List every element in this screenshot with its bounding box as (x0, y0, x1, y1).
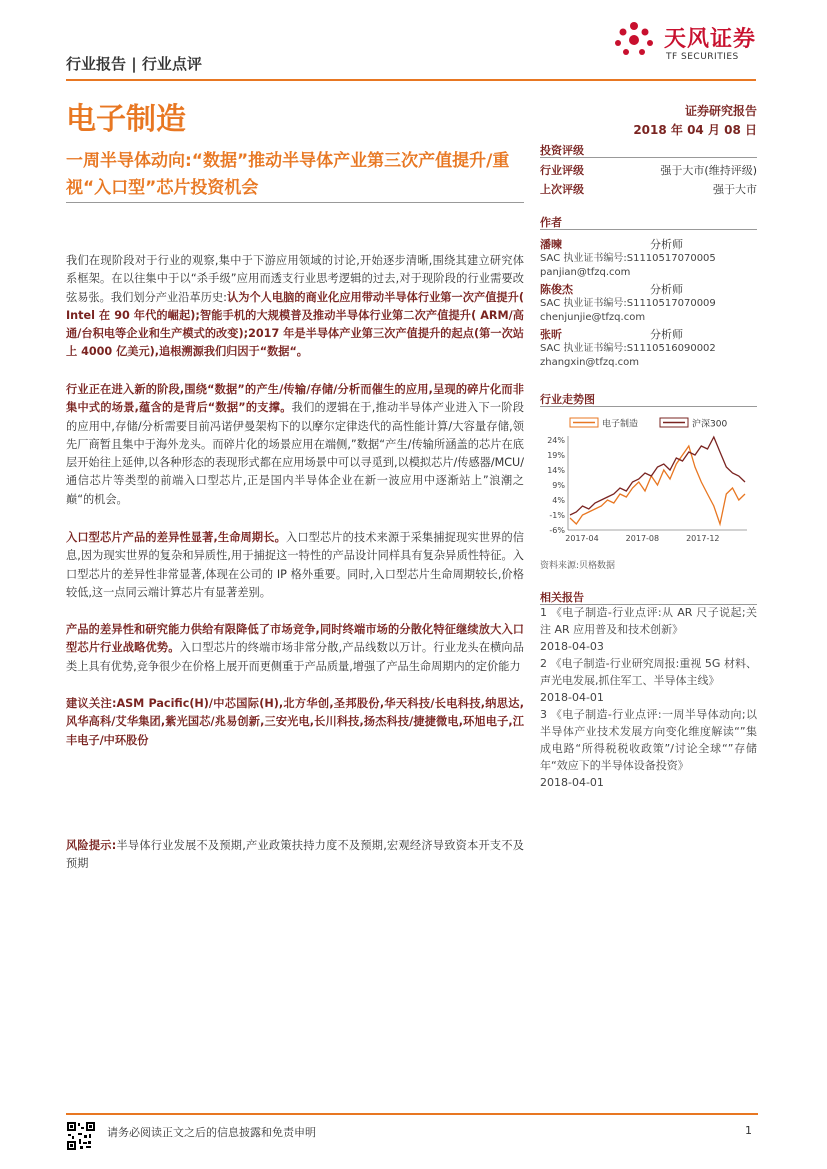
related-title[interactable]: 1 《电子制造-行业点评:从 AR 尺子说起;关注 AR 应用普及和技术创新》 (540, 606, 757, 636)
rating-row (540, 181, 757, 197)
recommendation (66, 695, 524, 750)
author-name: 张昕 (540, 328, 562, 341)
tf-logo-icon (612, 18, 656, 62)
p2-text: 我们的逻辑在于,推动半导体产业进入下一阶段的应用中,存储/分析需要目前冯诺伊曼架构下的以摩尔定律迭代的高性能计算/大容量存储,领先厂商暂且集中于海外龙头。而碎片化的场景应用在端侧,”数据“产生/传输所涵盖的芯片在底层开始往上延伸,以各种形态的表现形式都在应用场景中可以寻觅到,以模拟芯片/传感器/MCU/通信芯片等类型的前端入口型芯片,正是国内半导体企业在新一波应用中逐渐站上”浪潮之巅“的机会。 (66, 401, 525, 506)
paragraph-3 (66, 529, 524, 602)
p4-text: 入口型芯片的终端市场非常分散,产品线数以万计。行业龙头在横向品类上具有优势,竞争很少在价格上展开而更侧重于产品质量,增强了产品生命周期内的定价能力 (66, 641, 524, 673)
legend-label: 电子制造 (602, 419, 639, 430)
author-email[interactable]: zhangxin@tfzq.com (540, 357, 640, 368)
x-tick-label: 2017-04 (565, 534, 599, 543)
x-tick-label: 2017-12 (686, 534, 720, 543)
rating-row (540, 162, 757, 178)
related-title[interactable]: 3 《电子制造-行业点评:一周半导体动向;以半导体产业技术发展方向变化维度解读“”集成电路“所得税税收政策”/讨论全球“”存储年“效应下的半导体设备投资》 (540, 708, 757, 772)
author-entry (540, 283, 757, 325)
rating-divider (540, 157, 757, 158)
legend-label: 沪深300 (692, 419, 728, 430)
rec-text: ASM Pacific(H)/中芯国际(H),北方华创,圣邦股份,华天科技/长电科技,纳思达,风华高科/艾华集团,紫光国芯/兆易创新,三安光电,长川科技,扬杰科技/捷捷微电,环旭电子,江丰电子/中环股份 (66, 697, 524, 747)
rating-key: 上次评级 (540, 183, 584, 196)
chart-source: 资料来源:贝格数据 (540, 561, 616, 571)
y-tick-label: -1% (549, 511, 565, 520)
rec-label: 建议关注: (66, 697, 117, 710)
related-date: 2018-04-03 (540, 640, 604, 653)
related-heading: 相关报告 (540, 591, 584, 604)
footer-divider (66, 1113, 758, 1115)
risk-warning (66, 837, 524, 874)
rating-value: 强于大市 (713, 183, 757, 196)
header-divider (66, 79, 756, 81)
report-title: 一周半导体动向:“数据”推动半导体产业第三次产值提升/重视“入口型”芯片投资机会 (66, 151, 510, 198)
rating-heading: 投资评级 (540, 144, 584, 157)
report-date: 2018 年 04 月 08 日 (633, 123, 757, 137)
author-role: 分析师 (650, 328, 683, 341)
paragraph-4 (66, 621, 524, 676)
related-date: 2018-04-01 (540, 776, 604, 789)
page-number: 1 (745, 1124, 752, 1137)
author-name: 陈俊杰 (540, 283, 573, 296)
y-tick-label: 4% (552, 496, 565, 505)
authors-heading: 作者 (540, 216, 562, 229)
author-entry (540, 238, 757, 280)
author-email[interactable]: chenjunjie@tfzq.com (540, 312, 646, 323)
author-cert: SAC 执业证书编号:S1110517070009 (540, 298, 716, 309)
y-tick-label: 19% (547, 451, 565, 460)
chart-heading: 行业走势图 (540, 393, 595, 406)
title-divider (66, 202, 524, 203)
report-category: 行业报告 | 行业点评 (66, 55, 202, 73)
risk-text: 半导体行业发展不及预期,产业政策扶持力度不及预期,宏观经济导致资本开支不及预期 (66, 839, 524, 871)
related-item[interactable] (540, 655, 757, 706)
paragraph-1 (66, 252, 524, 362)
series-line-csi300 (570, 437, 745, 515)
p3-bold: 入口型芯片产品的差异性显著,生命周期长。 (66, 531, 286, 544)
p1-bold: 认为个人电脑的商业化应用带动半导体行业第一次产值提升( Intel 在 90 年代的崛起);智能手机的大规模普及推动半导体行业第二次产值提升( ARM/高通/台积电等企业和生产模式的改变);2017 年是半导体产业第三次产值提升的起点(第一次站上 4000 亿美元),追根溯源我们归因于“数据“。 (66, 290, 524, 359)
p2-bold: 行业正在进入新的阶段,围绕“数据”的产生/传输/存储/分析而催生的应用,呈现的碎片化而非集中式的场景,蕴含的是背后“数据”的支撑。 (66, 383, 524, 415)
author-entry (540, 328, 757, 370)
related-item[interactable] (540, 604, 757, 655)
qr-code-icon (66, 1121, 96, 1151)
authors-divider (540, 229, 757, 230)
related-item[interactable] (540, 706, 757, 791)
logo-subtext: TF SECURITIES (666, 52, 739, 62)
author-role: 分析师 (650, 238, 683, 251)
report-type: 证券研究报告 (684, 104, 757, 118)
trend-chart (540, 410, 757, 550)
series-line-electronics (570, 446, 745, 524)
p1-text: 我们在现阶段对于行业的观察,集中于下游应用领域的讨论,开始逐步清晰,围绕其建立研究体系框架。在以往集中于以“杀手级”应用而透支行业思考逻辑的过去,对于现阶段的行业需要改弦易张。我们划分产业沿革历史: (66, 254, 524, 304)
footer-disclaimer[interactable]: 请务必阅读正文之后的信息披露和免责申明 (107, 1126, 316, 1139)
p4-bold: 产品的差异性和研究能力供给有限降低了市场竞争,同时终端市场的分散化特征继续放大入口型芯片行业战略优势。 (66, 623, 524, 655)
y-tick-label: 24% (547, 436, 565, 445)
risk-label: 风险提示: (66, 839, 117, 852)
chart-divider (540, 406, 757, 407)
p3-text: 入口型芯片的技术来源于采集捕捉现实世界的信息,因为现实世界的复杂和异质性,用于捕捉这一特性的产品设计同样具有复杂异质性特征。入口型芯片的差异性非常显著,体现在公司的 IP 格外重要。同时,入口型芯片生命周期较长,价格较低,这一点同云端计算芯片有显著差别。 (66, 531, 524, 599)
x-tick-label: 2017-08 (625, 534, 660, 543)
author-email[interactable]: panjian@tfzq.com (540, 267, 631, 278)
logo-text: 天风证券 (664, 27, 757, 52)
sector-title: 电子制造 (66, 102, 186, 137)
related-title[interactable]: 2 《电子制造-行业研究周报:重视 5G 材料、声光电发展,抓住军工、半导体主线》 (540, 657, 757, 687)
rating-key: 行业评级 (540, 164, 584, 177)
y-tick-label: -6% (549, 526, 565, 535)
author-cert: SAC 执业证书编号:S1110517070005 (540, 253, 716, 264)
rating-value: 强于大市(维持评级) (660, 164, 757, 177)
y-tick-label: 14% (547, 466, 565, 475)
author-name: 潘暕 (540, 238, 562, 251)
y-tick-label: 9% (552, 481, 565, 490)
related-date: 2018-04-01 (540, 691, 604, 704)
author-cert: SAC 执业证书编号:S1110516090002 (540, 343, 716, 354)
author-role: 分析师 (650, 283, 683, 296)
paragraph-2 (66, 381, 524, 509)
